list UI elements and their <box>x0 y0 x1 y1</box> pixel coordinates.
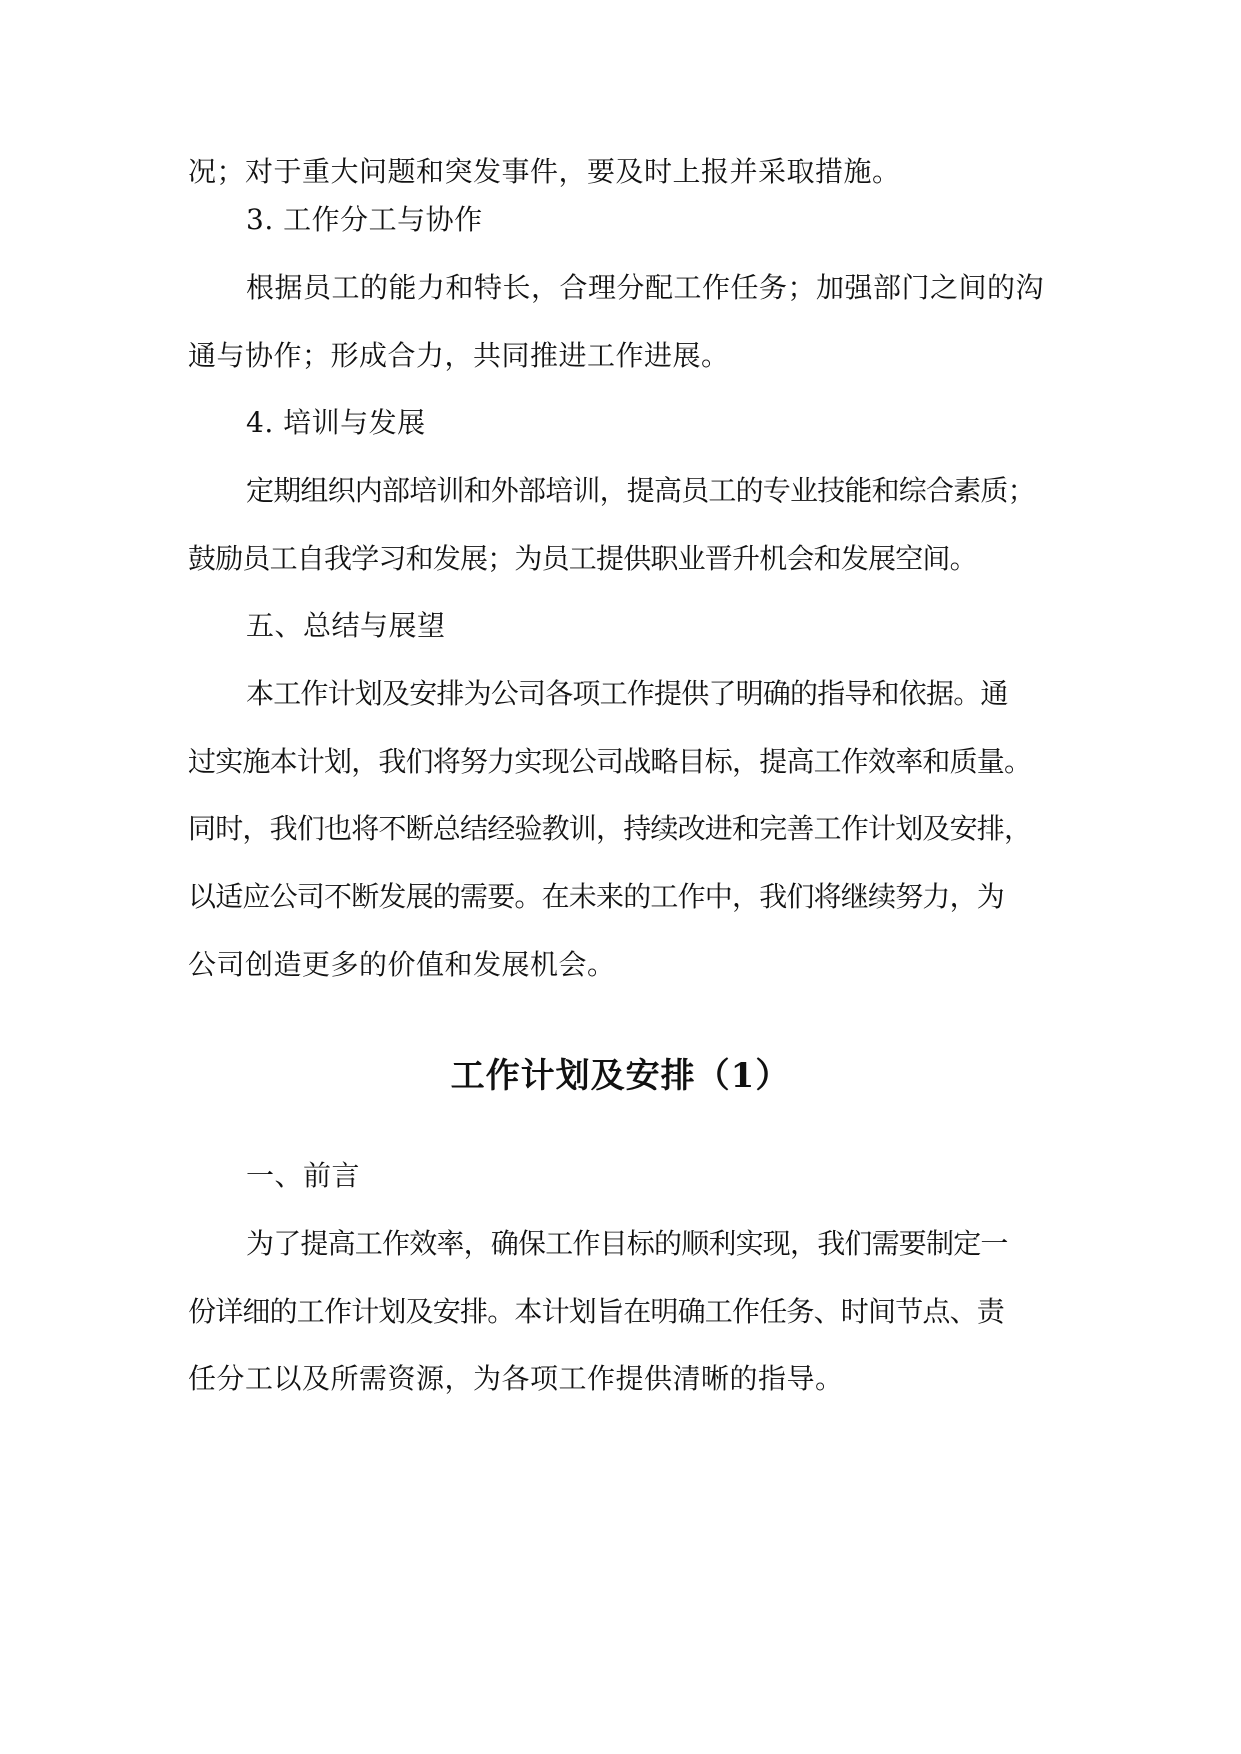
paragraph-line: 根据员工的能力和特长，合理分配工作任务；加强部门之间的沟 <box>246 271 1045 304</box>
paragraph-line: 份详细的工作计划及安排。本计划旨在明确工作任务、时间节点、责 <box>188 1295 1005 1328</box>
subheading-work-division: 3. 工作分工与协作 <box>246 203 483 236</box>
paragraph-line: 任分工以及所需资源，为各项工作提供清晰的指导。 <box>188 1362 844 1395</box>
paragraph-line: 公司创造更多的价值和发展机会。 <box>188 948 616 981</box>
subheading-preface: 一、前言 <box>246 1159 361 1192</box>
paragraph-line: 况；对于重大问题和突发事件，要及时上报并采取措施。 <box>188 155 901 188</box>
paragraph-line: 过实施本计划，我们将努力实现公司战略目标，提高工作效率和质量。 <box>188 745 1032 778</box>
paragraph-line: 通与协作；形成合力，共同推进工作进展。 <box>188 339 730 372</box>
paragraph-line: 定期组织内部培训和外部培训，提高员工的专业技能和综合素质； <box>246 474 1035 507</box>
paragraph-line: 同时，我们也将不断总结经验教训，持续改进和完善工作计划及安排， <box>188 812 1032 845</box>
paragraph-line: 鼓励员工自我学习和发展；为员工提供职业晋升机会和发展空间。 <box>188 542 977 575</box>
subheading-summary: 五、总结与展望 <box>246 609 446 642</box>
paragraph-line: 本工作计划及安排为公司各项工作提供了明确的指导和依据。通 <box>246 677 1008 710</box>
paragraph-line: 为了提高工作效率，确保工作目标的顺利实现，我们需要制定一 <box>246 1227 1008 1260</box>
section-title: 工作计划及安排（1） <box>450 1056 791 1096</box>
subheading-training: 4. 培训与发展 <box>246 406 426 439</box>
paragraph-line: 以适应公司不断发展的需要。在未来的工作中，我们将继续努力，为 <box>188 880 1005 913</box>
